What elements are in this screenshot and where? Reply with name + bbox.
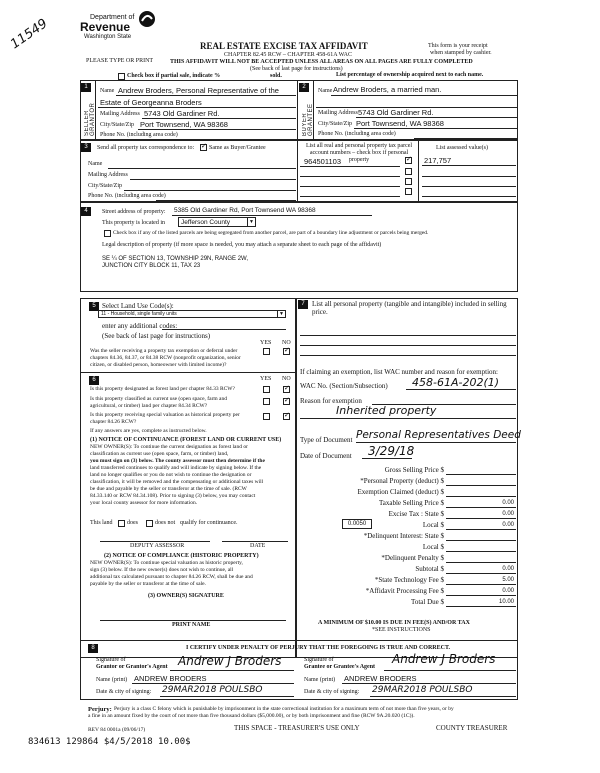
doc-type-label: Type of Document	[300, 436, 353, 444]
sold-label: sold.	[270, 73, 282, 79]
header-left-note: PLEASE TYPE OR PRINT	[86, 58, 154, 64]
seller-mail-label: Mailing Address	[100, 111, 140, 117]
tax-row	[300, 552, 516, 563]
notice1-title: (1) NOTICE OF CONTINUANCE (FOREST LAND OR CURRENT USE)	[90, 437, 282, 443]
exemption-yes-checkbox[interactable]	[263, 348, 270, 355]
grantor-signature[interactable]: Andrew J Broders	[178, 654, 282, 668]
notice1-line: land transferred continues to qualify and will indicate by signing below. If the	[90, 465, 262, 471]
this-land-label: This land	[90, 520, 113, 526]
grantee-sig-label-1: Signature of	[304, 657, 334, 663]
agency-line1: Department of	[90, 14, 135, 21]
correspondence-label: Send all property tax correspondence to:	[97, 145, 195, 151]
exemption-claim-label: If claiming an exemption, list WAC number and reason for exemption:	[300, 368, 498, 376]
doc-date[interactable]: 3/29/18	[368, 444, 415, 458]
form-chapter: CHAPTER 82.45 RCW – CHAPTER 458-61A WAC	[224, 52, 352, 58]
legal-description-label: Legal description of property (if more space is needed, you may attach a separate sheet to each page of the affidavit)	[102, 242, 382, 248]
grantor-date[interactable]: 29MAR2018 POULSBO	[162, 685, 263, 695]
land-use-value: 11 - Household, single family units	[101, 311, 177, 317]
form-warning: THIS AFFIDAVIT WILL NOT BE ACCEPTED UNLESS ALL AREAS ON ALL PAGES ARE FULLY COMPLETED	[170, 59, 473, 65]
legal-line-1[interactable]: SE ¼ OF SECTION 13, TOWNSHIP 29N, RANGE 2W,	[102, 256, 249, 262]
legal-line-2[interactable]: JUNCTION CITY BLOCK 11, TAX 23	[102, 263, 201, 269]
notice2-line: payable by the seller or transferor at the time of sale.	[90, 581, 206, 587]
forest-q1: Is this property designated as forest land per chapter 84.33 RCW?	[90, 386, 235, 392]
buyer-phone-label: Phone No. (including area code)	[318, 131, 396, 137]
tax-label: Excise Tax : State $	[388, 510, 444, 518]
tax-label: Taxable Selling Price $	[378, 499, 444, 507]
additional-codes-label: enter any additional codes:	[102, 322, 178, 330]
tax-row	[300, 596, 516, 607]
revenue-swirl-icon	[138, 10, 156, 28]
corr-city-label: City/State/Zip	[88, 183, 122, 189]
doc-date-label: Date of Document	[300, 452, 352, 460]
land-use-label: Select Land Use Code(s):	[102, 302, 174, 310]
tax-label: *State Technology Fee $	[374, 576, 444, 584]
notice2-title: (2) NOTICE OF COMPLIANCE (HISTORIC PROPERTY)	[104, 553, 259, 559]
form-see-back: (See back of last page for instructions)	[250, 66, 343, 72]
forest-q3-yes[interactable]	[263, 413, 270, 420]
chevron-down-icon: ▼	[277, 311, 285, 317]
tax-label: Exemption Claimed (deduct) $	[357, 488, 444, 496]
partial-sale-label: Check box if partial sale, indicate %	[127, 73, 221, 79]
assessed-value[interactable]: 217,757	[424, 156, 452, 165]
tax-label: Total Due $	[411, 598, 444, 606]
notice2-line: NEW OWNER(S): To continue special valuation as historic property,	[90, 560, 243, 566]
forest-no: NO	[282, 376, 291, 382]
land-use-no: NO	[282, 340, 291, 346]
seller-name-label: Name	[100, 88, 115, 94]
receipt-stamp: 834613 129864 $4/5/2018 10.00$	[28, 737, 191, 747]
forest-yes: YES	[260, 376, 272, 382]
tax-value[interactable]: 0.00	[502, 511, 514, 517]
certify-text: I CERTIFY UNDER PENALTY OF PERJURY THAT THE FOREGOING IS TRUE AND CORRECT.	[186, 645, 451, 651]
block-1-marker: 1	[81, 83, 91, 92]
forest-q2-no[interactable]	[283, 398, 290, 405]
grantor-sig-label-1: Signature of	[96, 657, 126, 663]
parcel-personal-checkbox-2[interactable]	[405, 168, 412, 175]
grantor-sig-label-2: Grantor or Grantor's Agent	[96, 664, 168, 670]
tax-row	[300, 519, 516, 530]
minimum-due-note: A MINIMUM OF $10.00 IS DUE IN FEE(S) AND/OR TAX	[318, 620, 470, 626]
same-as-buyer-checkbox[interactable]	[200, 144, 207, 151]
segregated-note: Check box if any of the listed parcels are being segregated from another parcel, are part of a boundary line adjustment or parcels being merged.	[113, 230, 429, 236]
grantee-name-label: Name (print)	[304, 677, 336, 683]
tax-label: Local $	[422, 521, 444, 529]
pct-ownership-note: List percentage of ownership acquired next to each name.	[336, 72, 484, 78]
notice1-line: land no longer qualifies or you do not wish to continue the designation or	[90, 472, 252, 478]
qualify-label: qualify for continuance.	[180, 520, 238, 526]
agency-line2: Revenue	[80, 20, 131, 34]
located-label: This property is located in	[102, 220, 165, 226]
receipt-note-1: This form is your receipt	[428, 43, 488, 49]
exemption-reason[interactable]: Inherited property	[336, 404, 437, 417]
reason-label: Reason for exemption	[300, 397, 362, 405]
buyer-name[interactable]: Andrew Broders, a married man.	[333, 85, 442, 94]
grantor-name[interactable]: ANDREW BRODERS	[134, 674, 207, 683]
tax-label: *Delinquent Penalty $	[381, 554, 444, 562]
forest-q2: Is this property classified as current use (open space, farm and agricultural, or timber) land per chapter 84.34 RCW?	[90, 396, 227, 409]
land-use-yes: YES	[260, 340, 272, 346]
block-5-marker: 5	[89, 302, 99, 311]
exemption-question: Was the seller receiving a property tax exemption or deferral under chapters 84.36, 84.37, or 84.38 RCW (nonprofit organization, senior citizen, or disabled person, homeowner with limited income)?	[90, 348, 241, 368]
grantee-date-label: Date & city of signing:	[304, 689, 360, 695]
notice2-line: sign (3) below. If the new owner(s) does not wish to continue, all	[90, 567, 234, 573]
county-select[interactable]	[178, 217, 256, 227]
buyer-mail[interactable]: 5743 Old Gardiner Rd.	[358, 108, 434, 117]
same-as-buyer-label: Same as Buyer/Grantee	[209, 145, 266, 151]
notice1-line: you must sign on (3) below. The county assessor must then determine if the	[90, 458, 265, 464]
chevron-down-icon: ▼	[247, 218, 255, 226]
notice1-text	[90, 444, 290, 507]
receipt-note-2: when stamped by cashier.	[430, 50, 492, 56]
grantee-date[interactable]: 29MAR2018 POULSBO	[372, 685, 473, 695]
owner-signature-label: (3) OWNER(S) SIGNATURE	[148, 593, 224, 599]
tax-row	[300, 563, 516, 574]
parcel-number[interactable]: 964501103	[304, 157, 341, 166]
exemption-no-checkbox[interactable]	[283, 348, 290, 355]
parcel-personal-checkbox-3[interactable]	[405, 178, 412, 185]
block-8-marker: 8	[88, 644, 98, 653]
notice1-line: 84.33.140 or RCW 84.34.108). Prior to signing (3) below, you may contact	[90, 493, 256, 499]
forest-q3-no[interactable]	[283, 413, 290, 420]
tax-value[interactable]: 0.00	[502, 566, 514, 572]
print-name-label: PRINT NAME	[172, 622, 211, 628]
block-6-marker: 6	[89, 376, 99, 385]
deputy-assessor-label: DEPUTY ASSESSOR	[130, 543, 185, 549]
doc-type[interactable]: Personal Representatives Deed	[356, 429, 521, 441]
personal-property-text: List all personal property (tangible and intangible) included in selling price.	[312, 300, 507, 316]
tax-row	[300, 486, 516, 497]
forest-if-yes: If any answers are yes, complete as instructed below.	[90, 428, 207, 434]
local-rate-box[interactable]: 0.0050	[342, 519, 372, 529]
seller-name-line2[interactable]: Estate of Georgeanna Broders	[100, 98, 202, 107]
forest-q3: Is this property receiving special valuation as historical property per chapter 84.26 RCW?	[90, 412, 240, 425]
tax-label: *Personal Property (deduct) $	[360, 477, 444, 485]
wac-label: WAC No. (Section/Subsection)	[300, 382, 388, 390]
tax-label: Local $	[422, 543, 444, 551]
buyer-side-label: BUYER GRANTEE	[302, 103, 314, 136]
notice1-line: be due and payable by the seller or transferor at the time of sale. (RCW	[90, 486, 247, 492]
tax-label: Gross Selling Price $	[384, 466, 444, 474]
assessed-header: List assessed value(s)	[436, 145, 488, 151]
county-treasurer-label: COUNTY TREASURER	[436, 724, 508, 732]
seller-city-label: City/State/Zip	[100, 122, 134, 128]
tax-value[interactable]: 10.00	[498, 599, 514, 605]
notice1-line: classification, it will be removed and the compensating or additional taxes will	[90, 479, 264, 485]
buyer-mail-label: Mailing Address	[318, 110, 358, 116]
stamp-number: 11549	[8, 16, 51, 53]
grantor-name-label: Name (print)	[96, 677, 128, 683]
notice1-line: classification as current use (open space, farm, or timber) land,	[90, 451, 229, 457]
tax-value[interactable]: 0.00	[502, 522, 514, 528]
land-use-select[interactable]	[98, 310, 286, 318]
tax-row	[300, 508, 516, 519]
parcel-header: List all real and personal property tax parcel account numbers – check box if personal property	[305, 143, 413, 163]
grantee-sig-label-2: Grantee or Grantee's Agent	[304, 664, 376, 670]
perjury-text-2: a fine in an amount fixed by the court of not more than five thousand dollars ($5,000.00), or by both imprisonment and fine (RCW 9A.20.020 (1C)).	[88, 713, 415, 719]
corr-phone-label: Phone No. (including area code)	[88, 193, 166, 199]
tax-value[interactable]: 0.00	[502, 500, 514, 506]
parcel-personal-checkbox-1[interactable]	[405, 157, 412, 164]
tax-label: *Affidavit Processing Fee $	[365, 587, 444, 595]
notice1-line: your local county assessor for more information.	[90, 500, 198, 506]
tax-row	[300, 464, 516, 475]
land-does-label: does	[127, 520, 138, 526]
tax-row	[300, 541, 516, 552]
grantor-date-label: Date & city of signing:	[96, 689, 152, 695]
tax-label: *Delinquent Interest: State $	[363, 532, 444, 540]
notice2-text	[90, 560, 290, 588]
county-value: Jefferson County	[181, 219, 231, 226]
form-revision: REV 84 0001a (09/06/17)	[88, 727, 146, 733]
notice1-line: NEW OWNER(S): To continue the current designation as forest land or	[90, 444, 248, 450]
forest-q1-no[interactable]	[283, 386, 290, 393]
tax-row	[300, 497, 516, 508]
corr-mail-label: Mailing Address	[88, 172, 128, 178]
block-2-marker: 2	[299, 83, 309, 92]
perjury-title: Perjury:	[88, 706, 112, 713]
see-instructions-note: *SEE INSTRUCTIONS	[372, 627, 431, 633]
land-does-not-checkbox[interactable]	[146, 520, 153, 527]
tax-value[interactable]: 5.00	[502, 577, 514, 583]
corr-name-label: Name	[88, 161, 103, 167]
agency-logo	[80, 10, 180, 50]
buyer-city[interactable]: Port Townsend, WA 98368	[356, 119, 444, 128]
notice2-line: additional tax calculated pursuant to chapter 84.26 RCW, shall be due and	[90, 574, 253, 580]
land-does-checkbox[interactable]	[118, 520, 125, 527]
block-4-marker: 4	[81, 207, 91, 216]
seller-phone-label: Phone No. (including area code)	[100, 132, 178, 138]
wac-number[interactable]: 458-61A-202(1)	[412, 376, 500, 389]
grantee-signature[interactable]: Andrew J Broders	[392, 652, 496, 666]
agency-line3: Washington State	[84, 34, 132, 40]
seller-side-label: SELLER GRANTOR	[84, 102, 96, 136]
seller-mail[interactable]: 5743 Old Gardiner Rd.	[144, 109, 220, 118]
buyer-city-label: City/State/Zip	[318, 121, 352, 127]
seller-city[interactable]: Port Townsend, WA 98368	[140, 120, 228, 129]
parcel-personal-checkbox-4[interactable]	[405, 188, 412, 195]
seller-name-line1[interactable]: Andrew Broders, Personal Representative of the	[118, 86, 279, 95]
tax-label: Subtotal $	[415, 565, 444, 573]
partial-sale-checkbox[interactable]	[118, 73, 125, 80]
tax-value[interactable]: 0.00	[502, 588, 514, 594]
tax-row	[300, 585, 516, 596]
street-label: Street address of property:	[102, 209, 166, 215]
forest-q1-yes[interactable]	[263, 386, 270, 393]
street-address[interactable]: 5385 Old Gardiner Rd, Port Townsend WA 98368	[174, 207, 316, 214]
block-7-marker: 7	[298, 300, 308, 309]
tax-row	[300, 475, 516, 486]
block-3-marker: 3	[81, 143, 91, 152]
land-use-see-back: (See back of last page for instructions)	[102, 332, 211, 340]
buyer-name-label: Name	[318, 88, 333, 94]
land-does-not-label: does not	[155, 520, 176, 526]
segregated-checkbox[interactable]	[104, 230, 111, 237]
deputy-date-label: DATE	[250, 543, 266, 549]
treasurer-space-label: THIS SPACE - TREASURER'S USE ONLY	[234, 724, 360, 732]
forest-q2-yes[interactable]	[263, 398, 270, 405]
tax-row	[300, 574, 516, 585]
tax-row	[300, 530, 516, 541]
perjury-text-1: Perjury is a class C felony which is punishable by imprisonment in the state correctional institution for a maximum term of not more than five years, or by	[114, 706, 454, 712]
grantee-name[interactable]: ANDREW BRODERS	[344, 674, 417, 683]
form-title: REAL ESTATE EXCISE TAX AFFIDAVIT	[200, 41, 368, 51]
